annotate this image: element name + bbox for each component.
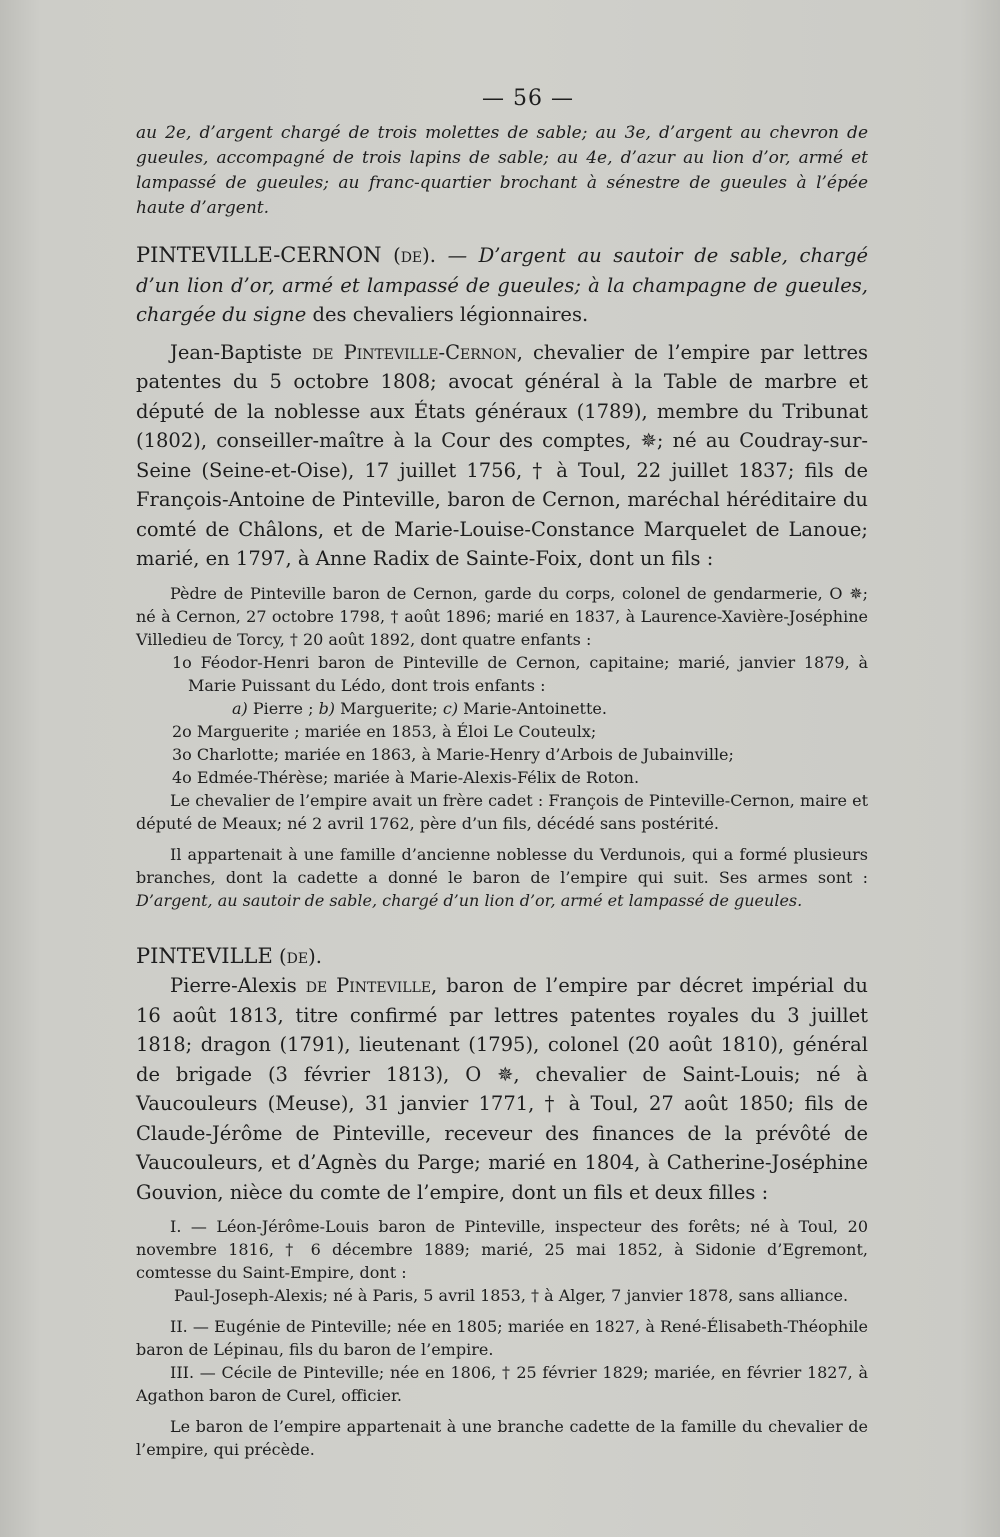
entry-arms-end: des chevaliers légionnaires.	[312, 303, 589, 326]
biography-pierre-alexis	[136, 971, 868, 1207]
bio-surname: de Pinteville,	[305, 974, 438, 997]
bio-forename: Pierre-Alexis	[170, 974, 297, 997]
entry-particle: (de).	[393, 244, 436, 267]
child-i: I. — Léon-Jérôme-Louis baron de Pinteville, inspecteur des forêts; né à Toul, 20 novembre 1816, † 6 décembre 1889; marié, 25 mai 1852, à Sidonie d’Egremont, comtesse du Saint-Empire, dont :	[136, 1217, 868, 1282]
child-ii: II. — Eugénie de Pinteville; née en 1805; mariée en 1827, à René-Élisabeth-Théophile baron de Lépinau, fils du baron de l’empire.	[136, 1317, 868, 1359]
entry-name: PINTEVILLE	[136, 943, 273, 968]
page-content	[136, 86, 868, 1461]
grandchildren-list: a) Pierre ; b) Marguerite; c) Marie-Antoinette.	[232, 698, 607, 718]
note-family: Il appartenait à une famille d’ancienne noblesse du Verdunois, qui a formé plusieurs branches, dont la cadette a donné le baron de l’empire qui suit. Ses armes sont : D’argent, au sautoir de sable, chargé d’un lion d’or, armé et lampassé de gueules.	[136, 844, 868, 910]
child-1: 1o Féodor-Henri baron de Pinteville de Cernon, capitaine; marié, janvier 1879, à Marie Puissant du Lédo, dont trois enfants :	[172, 652, 868, 695]
entry-heading-pinteville-cernon	[136, 241, 868, 330]
entry-arms: — D’argent au sautoir de sable, chargé d’un lion d’or, armé et lampassé de gueules; à la champagne de gueules, chargée du signe	[136, 244, 868, 326]
child-4: 4o Edmée-Thérèse; mariée à Marie-Alexis-Félix de Roton.	[172, 767, 640, 787]
child-3: 3o Charlotte; mariée en 1863, à Marie-Henry d’Arbois de Jubainville;	[172, 744, 734, 764]
intro-blazon: au 2e, d’argent chargé de trois molettes de sable; au 3e, d’argent au chevron de gueules, accompagné de trois lapins de sable; au 4e, d’azur au lion d’or, armé et lampassé de gueules; au franc-quartier brochant à sénestre de gueules à l’épée haute d’argent.	[136, 123, 868, 218]
bio-text: chevalier de l’empire par lettres patentes du 5 octobre 1808; avocat général à la Table de marbre et député de la noblesse aux États généraux (1789), membre du Tribunat (1802), conseiller-maître à la Cour des comptes, ✵; né au Coudray-sur-Seine (Seine-et-Oise), 17 juillet 1756, † à Toul, 22 juillet 1837; fils de François-Antoine de Pinteville, baron de Cernon, maréchal héréditaire du comté de Châlons, et de Marie-Louise-Constance Marquelet de Lanoue; marié, en 1797, à Anne Radix de Sainte-Foix, dont un fils :	[136, 340, 868, 570]
bio-forename: Jean-Baptiste	[170, 340, 303, 364]
child-2: 2o Marguerite ; mariée en 1853, à Éloi Le Couteulx;	[172, 721, 597, 741]
note-brother: Le chevalier de l’empire avait un frère cadet : François de Pinteville-Cernon, maire et député de Meaux; né 2 avril 1762, père d’un fils, décédé sans postérité.	[136, 790, 868, 833]
entry-particle: (de).	[279, 944, 322, 968]
page-number: — 56 —	[482, 86, 574, 111]
grandchild-paul-joseph: Paul-Joseph-Alexis; né à Paris, 5 avril 1853, † à Alger, 7 janvier 1878, sans alliance.	[174, 1286, 849, 1305]
child-iii: III. — Cécile de Pinteville; née en 1806, † 25 février 1829; mariée, en février 1827, à Agathon baron de Curel, officier.	[136, 1363, 868, 1405]
bio-text: baron de l’empire par décret impérial du 16 août 1813, titre confirmé par lettres patentes royales du 3 juillet 1818; dragon (1791), lieutenant (1795), colonel (20 août 1810), général de brigade (3 février 1813), O ✵, chevalier de Saint-Louis; né à Vaucouleurs (Meuse), 31 janvier 1771, † à Toul, 27 août 1850; fils de Claude-Jérôme de Pinteville, receveur des finances de la prévôté de Vaucouleurs, et d’Agnès du Parge; marié en 1804, à Catherine-Joséphine Gouvion, nièce du comte de l’empire, dont un fils et deux filles :	[136, 974, 868, 1204]
descendant-pedre: Pèdre de Pinteville baron de Cernon, garde du corps, colonel de gendarmerie, O ✵; né à Cernon, 27 octobre 1798, † août 1896; marié en 1837, à Laurence-Xavière-Joséphine Villedieu de Torcy, † 20 août 1892, dont quatre enfants :	[136, 583, 868, 649]
bio-surname: de Pinteville-Cernon,	[312, 340, 523, 364]
note-branch: Le baron de l’empire appartenait à une branche cadette de la famille du chevalier de l’empire, qui précède.	[136, 1417, 868, 1459]
entry-name: PINTEVILLE-CERNON	[136, 243, 382, 267]
entry-heading-pinteville	[136, 942, 868, 972]
biography-jean-baptiste	[136, 338, 868, 574]
